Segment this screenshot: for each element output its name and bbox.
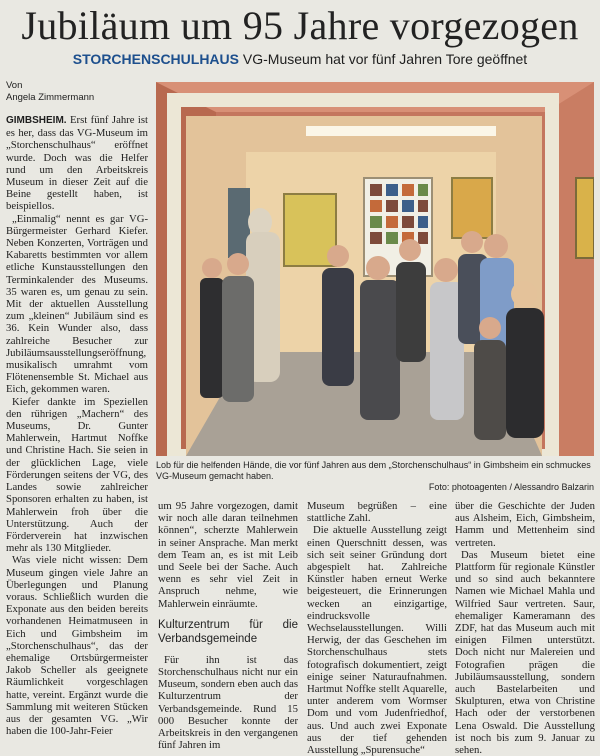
photo-caption — [156, 460, 594, 493]
paragraph-text: Erst fünf Jahre ist es her, dass das VG-Museum im „Storchenschulhaus“ eröffnet wurde. Doch was die Helfer rund um den Arbeitskreis Museum in dieser Zeit auf die Beine gestellt haben, ist beispiellos. — [6, 114, 149, 213]
group-photo — [156, 82, 594, 456]
paragraph: über die Geschichte der Juden aus Alsheim, Eich, Gimbsheim, Hamm und Mettenheim sind vertreten. — [455, 500, 595, 549]
article-column-3 — [307, 500, 447, 756]
paragraph: Die aktuelle Ausstellung zeigt einen Querschnitt dessen, was sich seit seiner Gründung dort abgespielt hat. Zahlreiche Künstler haben erneut Werke beigesteuert, die Erinnerungen wecken an einzigartige, eindrucksvolle Wechselausstellungen. Willi Herwig, der das Geschehen im Storchenschulhaus stets fotografisch dokumentiert, zeigt einige seiner Naturaufnahmen. Hartmut Noffke stellt Aquarelle, unter anderem vom Wormser Dom und vom Judenfriedhof, aus. Und auch zwei Exponate aus der tief gehenden Ausstellung „Spurensuche“ — [307, 524, 447, 756]
subheadline — [0, 50, 600, 68]
caption-text: Lob für die helfenden Hände, die vor fünf Jahren aus dem „Storchenschulhaus“ in Gimbsheim ein schmuckes VG-Museum gemacht haben. — [156, 460, 591, 481]
byline-prefix: Von — [6, 80, 23, 91]
subtitle: VG-Museum hat vor fünf Jahren Tore geöffnet — [242, 51, 528, 67]
paragraph: Museum begrüßen – eine stattliche Zahl. — [307, 500, 447, 525]
article-column-4 — [455, 500, 595, 756]
paragraph: Was viele nicht wissen: Dem Museum gingen viele Jahre an Überlegungen und Planung voraus. Schließlich wurden die Exponate aus den beiden bereits vorhandenen Heimatmuseen in Eich und Gimbsheim im „Storchenschulhaus“, das der ehemalige Ortsbürgermeister Jakob Scheller als geeignete Räumlichkeit vorgeschlagen hatte, vereint. Ergänzt wurde die Sammlung mit weiteren Stücken aus der gesamten VG. „Wir haben die 100-Jahr-Feier — [6, 554, 148, 738]
section-heading: Kulturzentrum für die Verbandsgemeinde — [158, 618, 298, 645]
paragraph: Das Museum bietet eine Plattform für regionale Künstler und so sind auch bekanntere Namen wie Michael Mahla und Wilfried Saur vertreten. Saur, ehemaliger Kameramann des ZDF, hat das Museum auch mit einigen Filmen unterstützt. Doch nicht nur Malereien und Fotografien prägen die Jubiläumsausstellung, sondern auch Bastelarbeiten und Skulpturen, etwa von Christine Hach oder der verstorbenen Lena Oswald. Die Ausstellung ist noch bis zum 9. Januar zu sehen. — [455, 548, 595, 756]
author-name: Angela Zimmermann — [6, 92, 95, 103]
paragraph: Kiefer dankte im Speziellen den rührigen „Machern“ des Museums, Dr. Gunter Mahlerwein, Hartmut Noffke und Christine Hach. Sie seien in der glücklichen Lage, viele Förderungen seitens der VG, des Landes sowie zahlreicher Sponsoren erhalten zu haben, ist Mahlerwein froh über die Unterstützung. Auch der Förderverein hat inzwischen mehr als 130 Mitglieder. — [6, 395, 148, 555]
article-column-1 — [6, 114, 148, 737]
headline: Jubiläum um 95 Jahre vorgezogen — [21, 3, 579, 48]
paragraph: „Einmalig“ nennt es gar VG-Bürgermeister Gerhard Kiefer. Neben Konzerten, Vorträgen und Kabaretts bestimmten vor allem etliche Kunstausstellungen den Terminkalender des Museums. 35 waren es, um genau zu sein. Mit der aktuellen Ausstellung zum „kleinen“ Jubiläum sind es 36. Kein Wunder also, dass zahlreiche Besucher zur Jubiläumsausstellungseröffnung, musikalisch umrahmt vom Flötenensemble St. Michael aus Eich, gekommen waren. — [6, 212, 148, 396]
paragraph: um 95 Jahre vorgezogen, damit wir noch alle daran teilnehmen können“, scherzte Mahlerwein in seiner Ansprache. Man merkt dem Team an, es ist mit Leib und Seele bei der Sache. Auch wenn es sehr viel Zeit in Anspruch nehme, wie Mahlerwein einräumte. — [158, 500, 298, 610]
photo-credit: Foto: photoagenten / Alessandro Balzarin — [428, 482, 594, 492]
photo-illustration — [156, 82, 594, 456]
paragraph: Für ihn ist das Storchenschulhaus nicht nur ein Museum, sondern eben auch das Kulturzentrum der Verbandsgemeinde. Rund 15 000 Besucher konnte der Arbeitskreis in den vergangenen fünf Jahren im — [158, 653, 298, 752]
kicker: STORCHENSCHULHAUS — [72, 51, 239, 67]
paragraph — [6, 114, 148, 213]
byline — [6, 80, 146, 104]
dateline: GIMBSHEIM. — [6, 115, 67, 126]
article-column-2 — [158, 500, 298, 751]
